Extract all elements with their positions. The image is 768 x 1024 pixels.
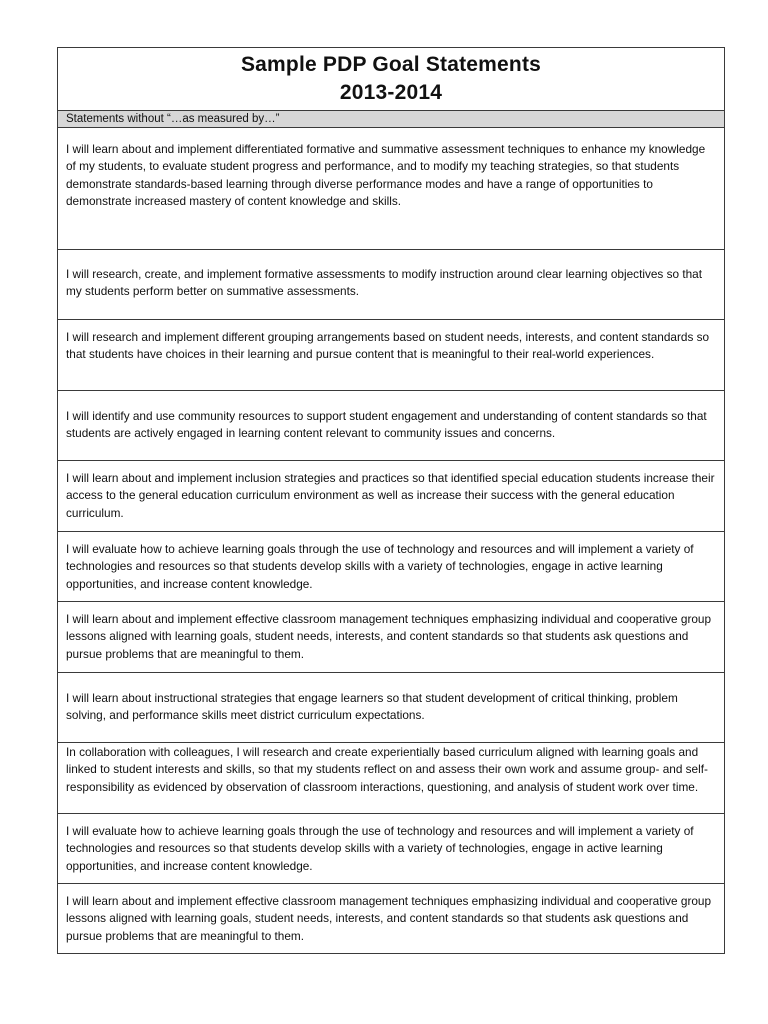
- statement-text: In collaboration with colleagues, I will research and create experientially based curriculum aligned with learning goals and linked to student interests and skills, so that my students reflect on and assess their own work and assume group- and self-responsibility as evidenced by observation of classroom interactions, questioning, and analysis of student work over time.: [66, 745, 708, 794]
- statement-row: [58, 883, 724, 953]
- statement-row: [58, 742, 724, 813]
- statement-row: [58, 128, 724, 249]
- statement-row: [58, 672, 724, 742]
- title-year: 2013-2014: [339, 81, 443, 104]
- statement-row: [58, 249, 724, 319]
- statement-text: I will learn about and implement differentiated formative and summative assessment techniques to enhance my knowledge of my students, to evaluate student progress and performance, and to modify my teaching strategies, so that students demonstrate standards-based learning through diverse performance modes and have a range of opportunities to demonstrate increased mastery of content knowledge and skills.: [66, 142, 706, 208]
- statement-text: I will evaluate how to achieve learning goals through the use of technology and resources and will implement a variety of technologies and resources so that students develop skills with a variety of technologies, engage in active learning opportunities, and increase content knowledge.: [66, 542, 694, 591]
- title-heading: Sample PDP Goal Statements: [240, 53, 542, 76]
- statement-row: [58, 460, 724, 531]
- statement-row: [58, 813, 724, 883]
- section-header: Statements without “…as measured by…”: [58, 110, 724, 128]
- document-title: [58, 48, 724, 110]
- statement-text: I will learn about and implement effective classroom management techniques emphasizing individual and cooperative group lessons aligned with learning goals, student needs, interests, and content standards so that students ask questions and pursue problems that are meaningful to them.: [66, 612, 712, 661]
- statement-text: I will research and implement different grouping arrangements based on student needs, interests, and content standards so that students have choices in their learning and pursue content that is meaningful to their real-world experiences.: [66, 330, 710, 362]
- statement-text: I will learn about and implement inclusion strategies and practices so that identified special education students increase their access to the general education curriculum environment as well as increase their success with the general education curriculum.: [66, 471, 715, 520]
- statement-row: [58, 601, 724, 672]
- statement-text: I will identify and use community resources to support student engagement and understanding of content standards so that students are actively engaged in learning content relevant to community issues and concerns.: [66, 409, 707, 441]
- statement-row: [58, 319, 724, 390]
- statement-row: [58, 531, 724, 601]
- goal-statements-table: [57, 47, 725, 954]
- statement-text: I will evaluate how to achieve learning goals through the use of technology and resources and will implement a variety of technologies and resources so that students develop skills with a variety of technologies, engage in active learning opportunities, and increase content knowledge.: [66, 824, 694, 873]
- statement-row: [58, 390, 724, 460]
- statement-text: I will learn about instructional strategies that engage learners so that student development of critical thinking, problem solving, and performance skills meet district curriculum expectations.: [66, 691, 678, 723]
- statement-text: I will research, create, and implement formative assessments to modify instruction around clear learning objectives so that my students perform better on summative assessments.: [66, 267, 703, 299]
- statement-text: I will learn about and implement effective classroom management techniques emphasizing individual and cooperative group lessons aligned with learning goals, student needs, interests, and content standards so that students ask questions and pursue problems that are meaningful to them.: [66, 894, 712, 943]
